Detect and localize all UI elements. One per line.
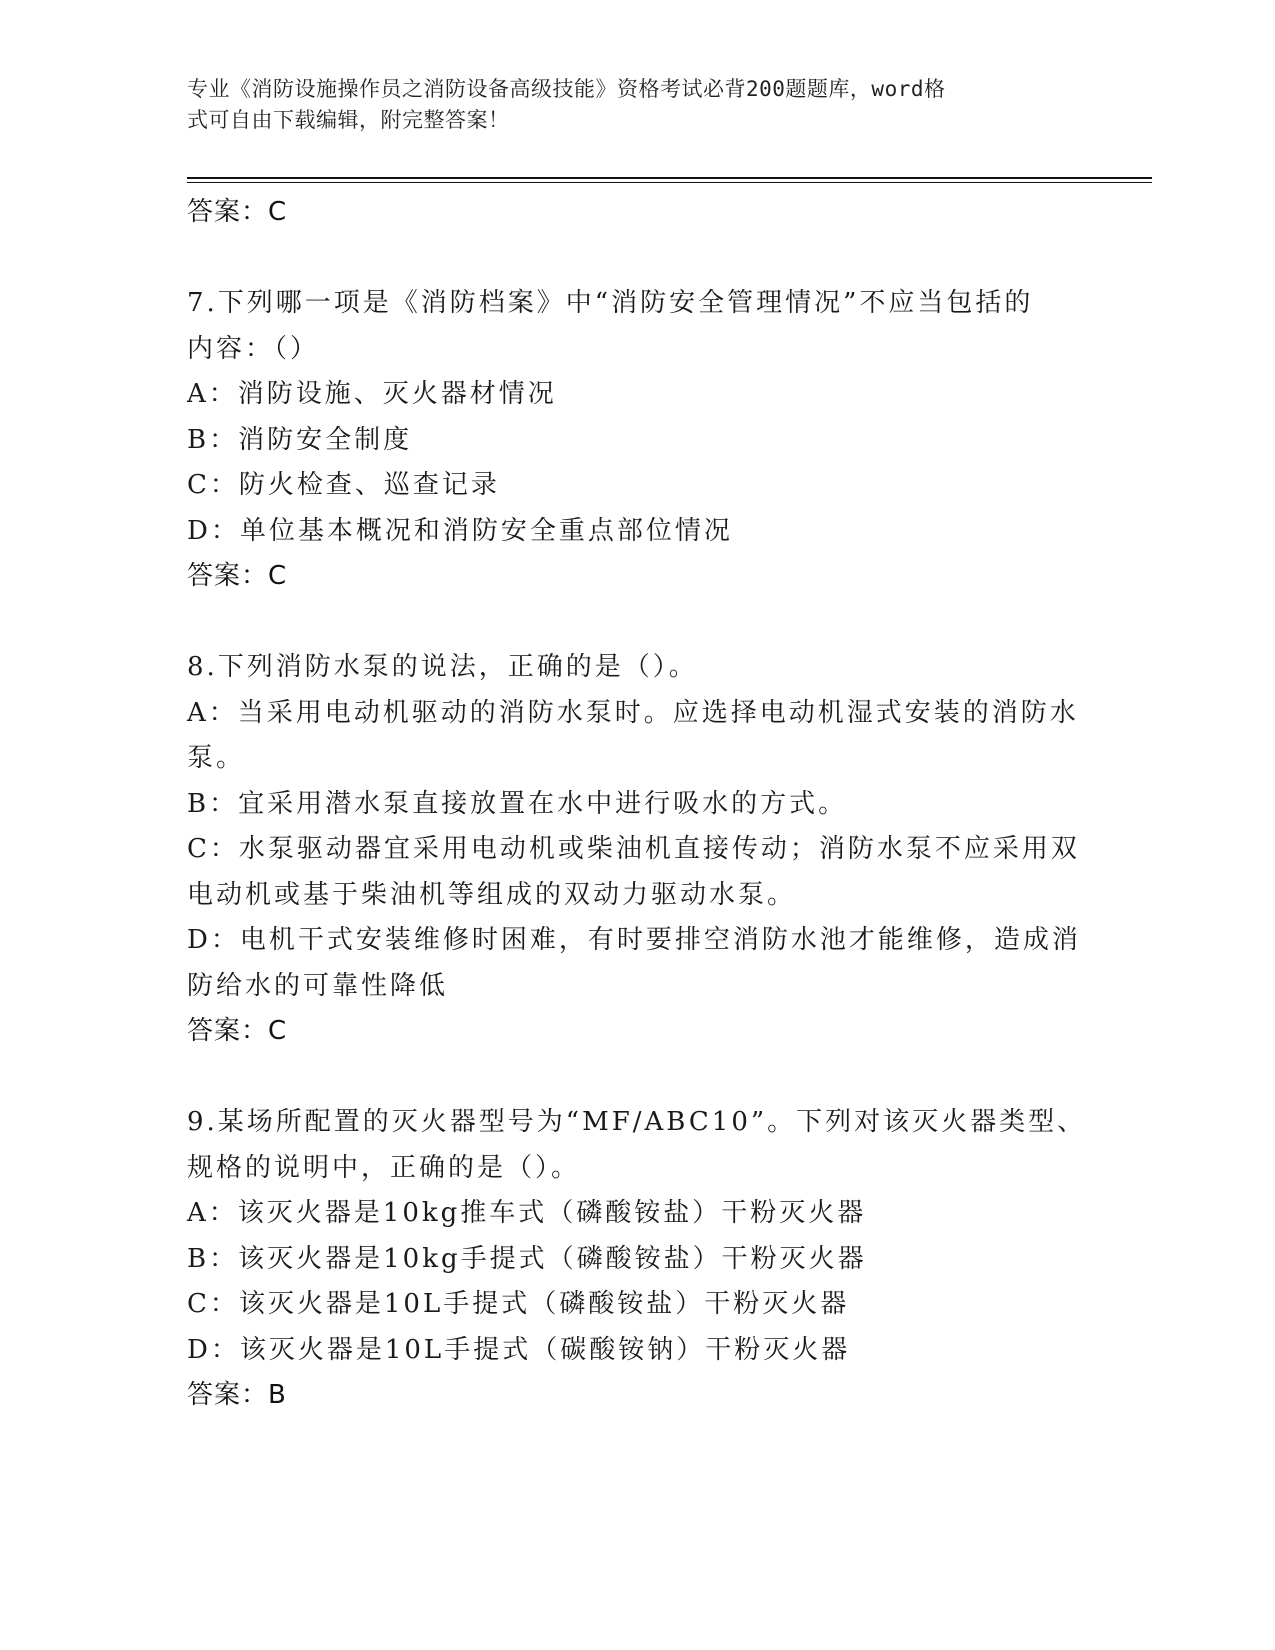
option-d: D：电机干式安装维修时困难，有时要排空消防水池才能维修，造成消 (187, 925, 1081, 955)
question-9 (187, 1100, 1087, 1419)
option-c: C：防火检查、巡查记录 (187, 470, 500, 500)
previous-answer: 答案：C (187, 197, 288, 227)
question-stem: 8.下列消防水泵的说法，正确的是（）。 (187, 652, 698, 682)
question-7 (187, 281, 1087, 600)
question-stem: 9.某场所配置的灭火器型号为“MF/ABC10”。下列对该灭火器类型、 (187, 1107, 1087, 1137)
document-header (187, 74, 1067, 136)
header-line-1: 专业《消防设施操作员之消防设备高级技能》资格考试必背200题题库，word格 (187, 77, 946, 101)
option-a: A：当采用电动机驱动的消防水泵时。应选择电动机湿式安装的消防水 (187, 697, 1079, 728)
spacer (187, 600, 1087, 646)
header-line-2: 式可自由下载编辑，附完整答案！ (187, 108, 510, 132)
option-c: C：水泵驱动器宜采用电动机或柴油机直接传动；消防水泵不应采用双 (187, 834, 1080, 864)
question-list (187, 190, 1087, 1419)
option-c-continued: 电动机或基于柴油机等组成的双动力驱动水泵。 (187, 879, 797, 910)
answer: 答案：B (187, 1380, 287, 1410)
option-b: B：宜采用潜水泵直接放置在水中进行吸水的方式。 (187, 788, 848, 819)
header-rule-thick (187, 177, 1152, 179)
header-rule-thin (187, 182, 1152, 183)
question-stem-continued: 内容：（） (187, 333, 320, 364)
option-b: B：该灭火器是10kg手提式（磷酸铵盐）干粉灭火器 (187, 1243, 867, 1274)
spacer (187, 236, 1087, 282)
option-d: D：该灭火器是10L手提式（碳酸铵钠）干粉灭火器 (187, 1334, 851, 1365)
question-8 (187, 645, 1087, 1055)
question-stem: 7.下列哪一项是《消防档案》中“消防安全管理情况”不应当包括的 (187, 288, 1034, 318)
option-a: A：该灭火器是10kg推车式（磷酸铵盐）干粉灭火器 (187, 1198, 867, 1228)
option-d-continued: 防给水的可靠性降低 (187, 970, 449, 1001)
question-stem-continued: 规格的说明中，正确的是（）。 (187, 1152, 581, 1183)
option-a-continued: 泵。 (187, 743, 246, 773)
answer: 答案：C (187, 1016, 288, 1046)
spacer (187, 1055, 1087, 1101)
answer: 答案：C (187, 561, 288, 591)
option-a: A：消防设施、灭火器材情况 (187, 379, 557, 409)
option-b: B：消防安全制度 (187, 424, 413, 455)
option-c: C：该灭火器是10L手提式（磷酸铵盐）干粉灭火器 (187, 1289, 850, 1319)
option-d: D：单位基本概况和消防安全重点部位情况 (187, 515, 733, 546)
